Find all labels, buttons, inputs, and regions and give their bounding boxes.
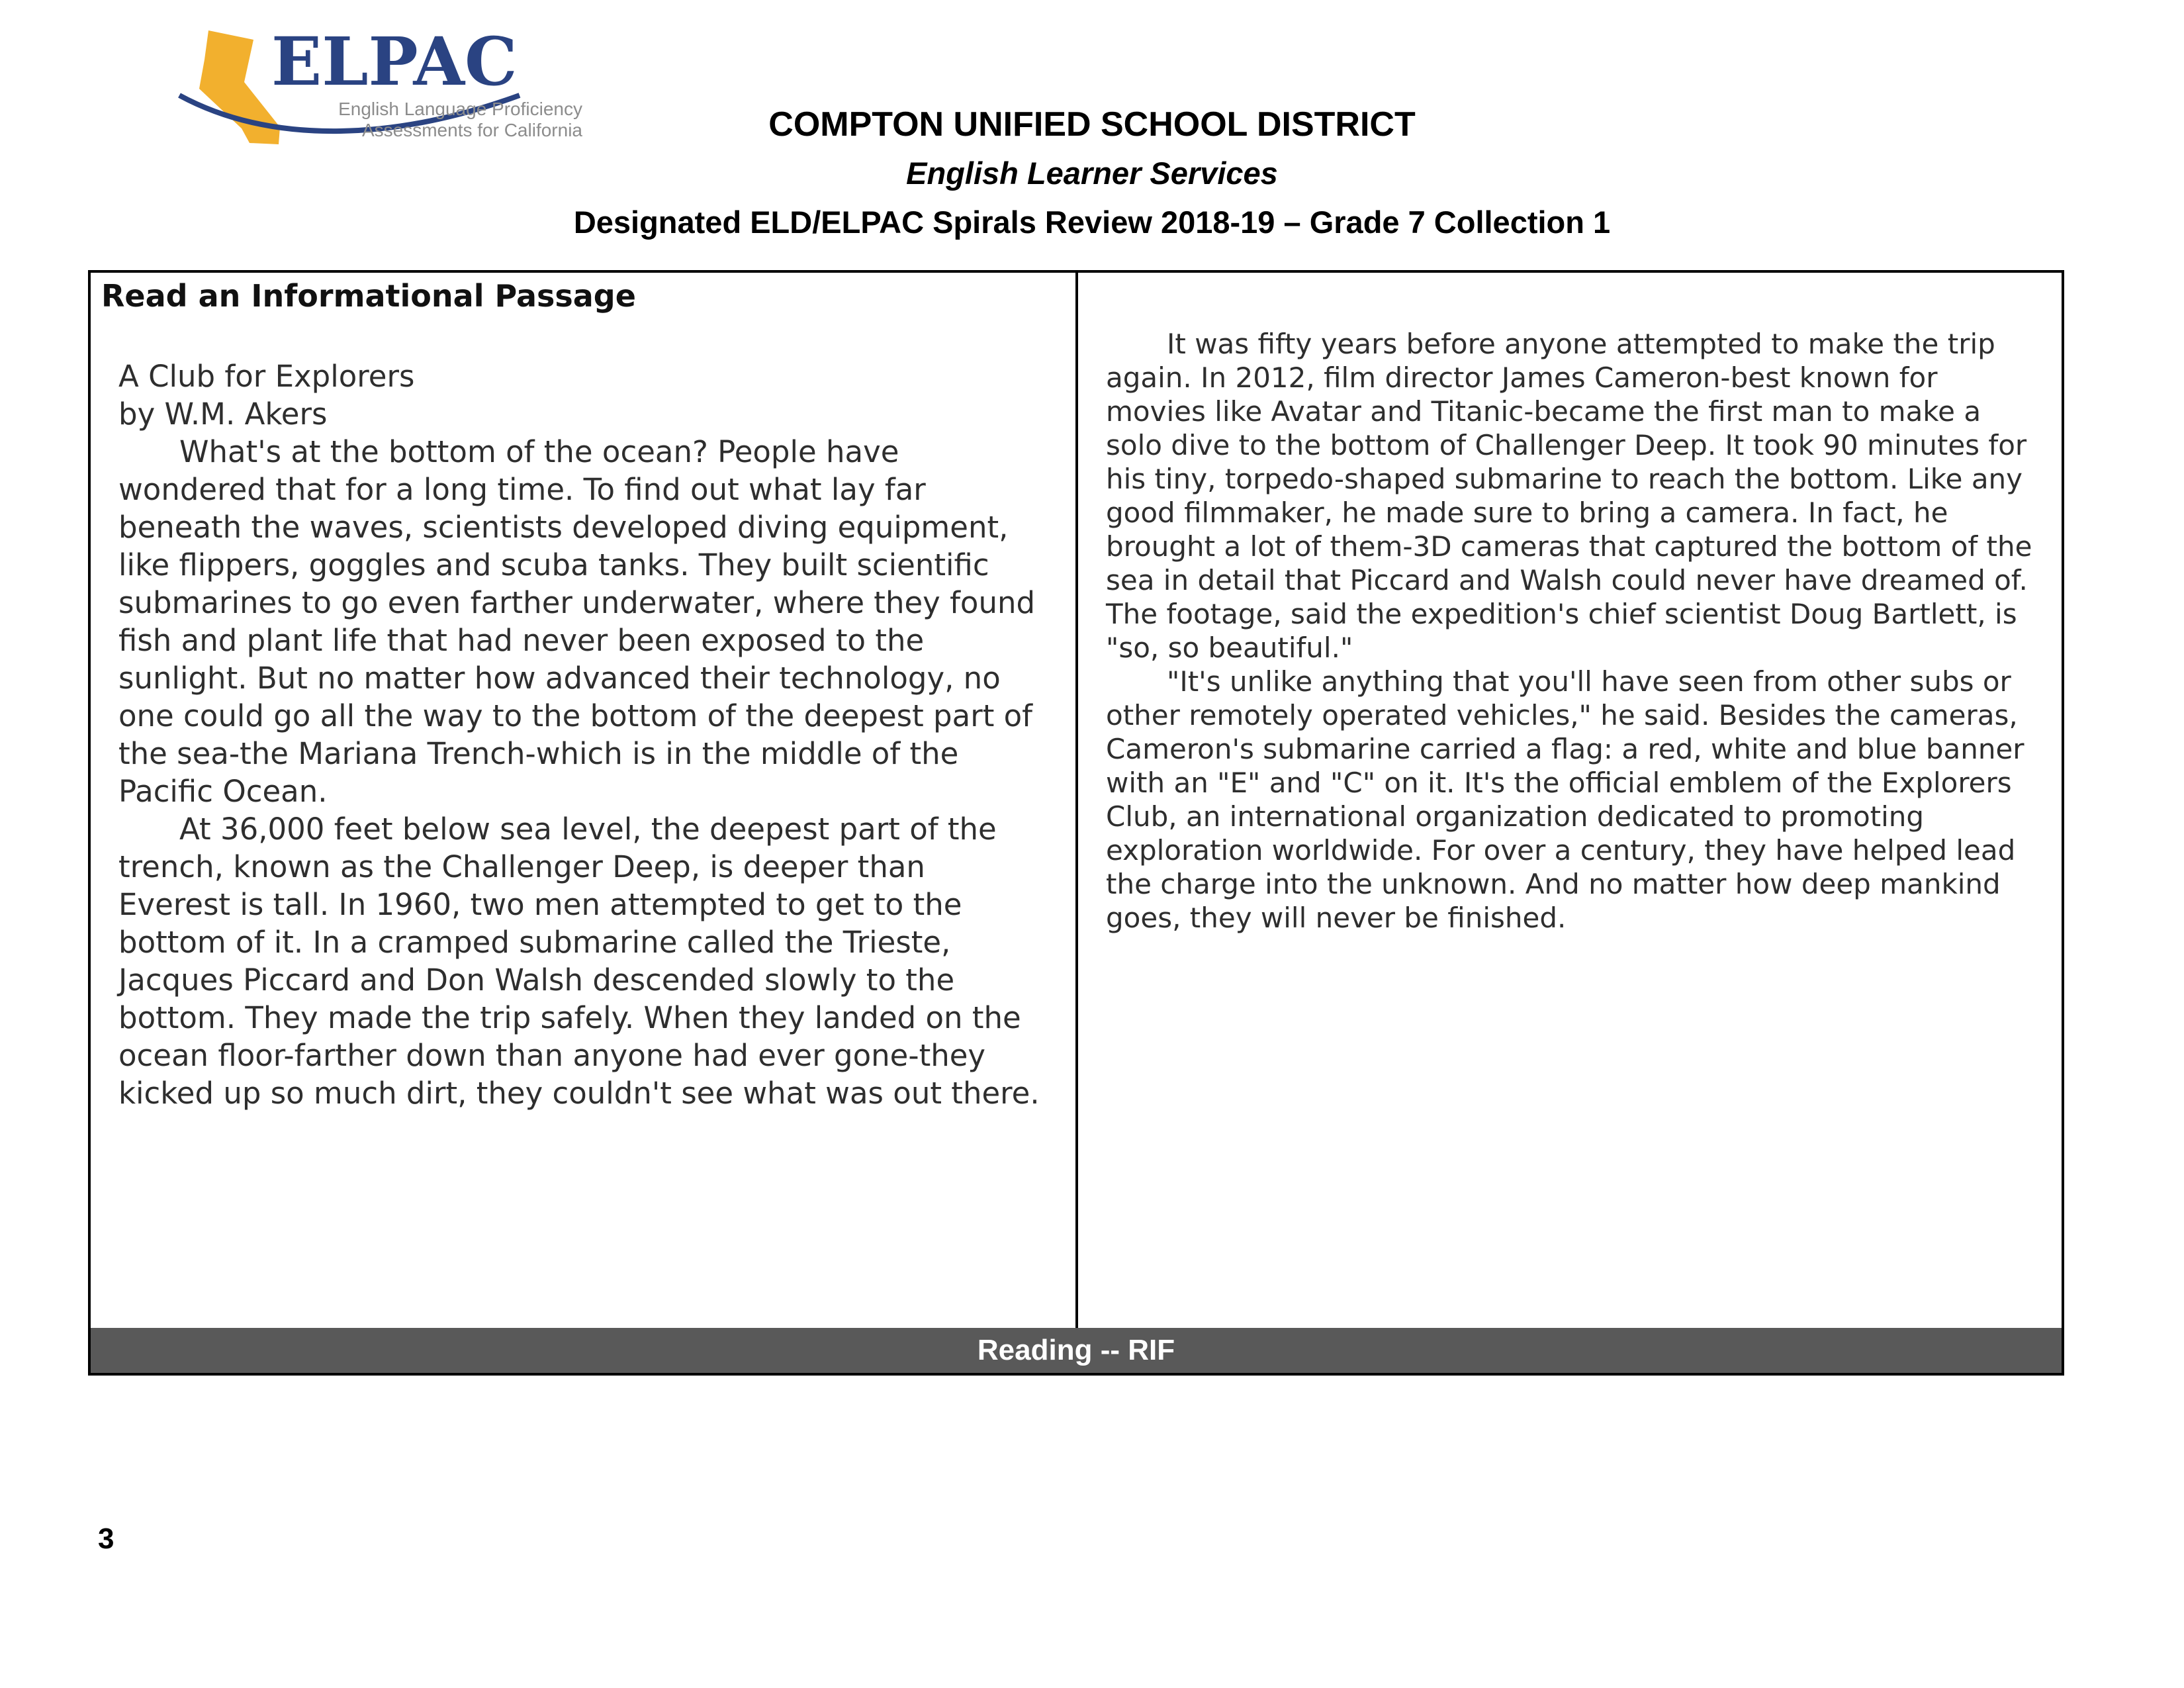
logo-tagline-line2: Assessments for California (361, 120, 582, 140)
logo-wordmark: ELPAC (271, 23, 518, 101)
logo-tagline-line1: English Language Proficiency (338, 99, 582, 119)
passage-paragraph: It was fifty years before anyone attempted to make the trip again. In 2012, film director James Cameron-best known for movies like Avatar and Titanic-became the first man to make a solo dive to the bottom of Challenger Deep. It took 90 minutes for his tiny, torpedo-shaped submarine to reach the bottom. Like any good filmmaker, he made sure to bring a camera. In fact, he brought a lot of them-3D cameras that captured the bottom of the sea in detail that Piccard and Walsh could never have dreamed of. The footage, said the expedition's chief scientist Doug Bartlett, is "so, so beautiful." (1106, 328, 2032, 664)
reading-footer-bar (91, 1328, 2062, 1373)
services-subtitle: English Learner Services (906, 156, 1278, 191)
page-number: 3 (98, 1523, 114, 1555)
document-title: Designated ELD/ELPAC Spirals Review 2018-19 – Grade 7 Collection 1 (573, 205, 1611, 240)
passage-paragraph: What's at the bottom of the ocean? People have wondered that for a long time. To find out what lay far beneath the waves, scientists developed diving equipment, like flippers, goggles and scuba tanks. They built scientific submarines to go even farther underwater, where they found fish and plant life that had never been exposed to the sunlight. But no matter how advanced their technology, no one could go all the way to the bottom of the deepest part of the sea-the Mariana Trench-which is in the middle of the Pacific Ocean. (118, 434, 1036, 809)
passage-paragraph: "It's unlike anything that you'll have seen from other subs or other remotely operated vehicles," he said. Besides the cameras, Cameron's submarine carried a flag: a red, white and blue banner with an "E" and "C" on it. It's the official emblem of the Explorers Club, an international organization dedicated to promoting exploration worldwide. For over a century, they have helped lead the charge into the unknown. And no matter how deep mankind goes, they will never be finished. (1106, 665, 2025, 934)
passage-right-column (1106, 327, 2043, 935)
section-heading: Read an Informational Passage (101, 278, 636, 314)
passage-byline: by W.M. Akers (118, 397, 328, 432)
passage-paragraph: At 36,000 feet below sea level, the deepest part of the trench, known as the Challenger Deep, is deeper than Everest is tall. In 1960, two men attempted to get to the bottom of it. In a cramped submarine called the Trieste, Jacques Piccard and Don Walsh descended slowly to the bottom. They made the trip safely. When they landed on the ocean floor-farther down than anyone had ever gone-they kicked up so much dirt, they couldn't see what was out there. (118, 812, 1040, 1111)
passage-box (88, 270, 2064, 1376)
column-divider (1075, 273, 1078, 1328)
district-title: COMPTON UNIFIED SCHOOL DISTRICT (768, 105, 1416, 144)
footer-label: Reading -- RIF (977, 1334, 1175, 1366)
passage-title: A Club for Explorers (118, 359, 415, 394)
passage-left-column (118, 357, 1045, 1112)
